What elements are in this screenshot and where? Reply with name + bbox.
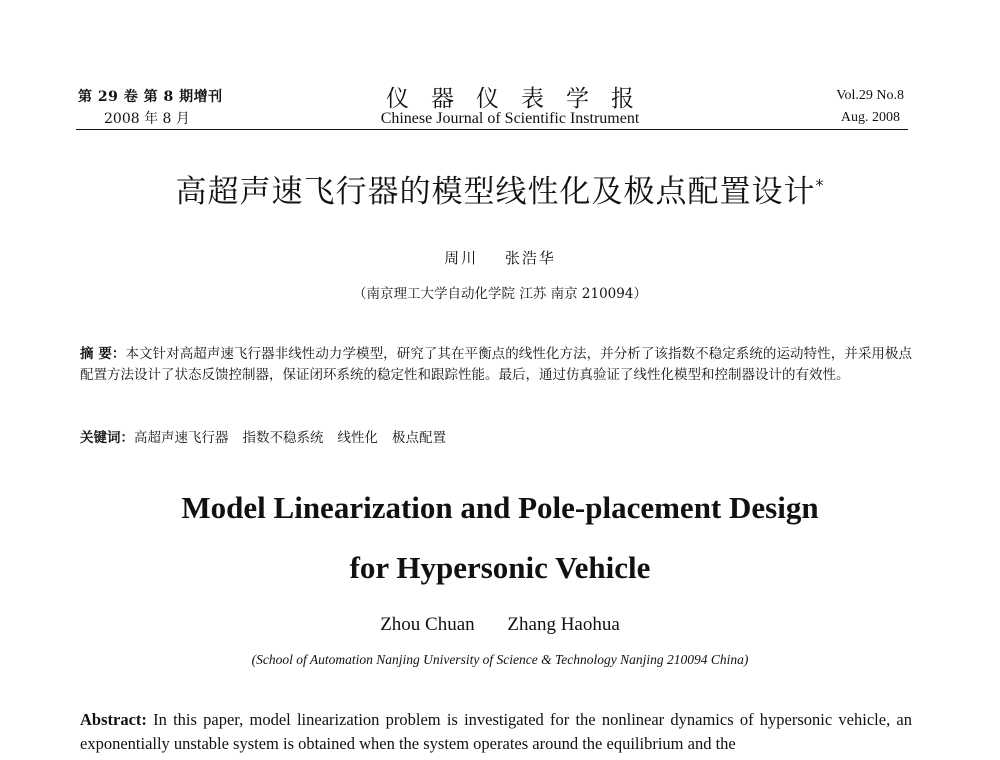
chinese-keywords <box>80 426 912 446</box>
header-journal-cn: 仪器仪表学报 <box>386 86 656 112</box>
header-volume-en: Vol.29 No.8 <box>836 88 904 103</box>
keyword: 指数不稳系统 <box>242 430 324 446</box>
chinese-abstract-label: 摘 要： <box>80 346 126 362</box>
chinese-abstract <box>80 344 912 386</box>
header-journal-en: Chinese Journal of Scientific Instrument <box>380 110 640 127</box>
chinese-title <box>0 166 1000 211</box>
chinese-title-footnote-mark: * <box>815 175 825 195</box>
chinese-title-text: 高超声速飞行器的模型线性化及极点配置设计 <box>175 174 816 210</box>
chinese-author: 张浩华 <box>504 249 556 267</box>
chinese-affiliation: （南京理工大学自动化学院 江苏 南京 210094） <box>353 286 647 302</box>
header-rule <box>76 129 908 130</box>
english-author: Zhou Chuan <box>380 614 475 635</box>
english-authors <box>0 614 1000 636</box>
chinese-abstract-text: 本文针对高超声速飞行器非线性动力学模型，研究了其在平衡点的线性化方法，并分析了该指数不稳定系统的运动特性，并采用极点配置方法设计了状态反馈控制器，保证闭环系统的稳定性和跟踪性能。最后，通过仿真验证了线性化模型和控制器设计的有效性。 <box>80 346 912 383</box>
english-abstract <box>80 708 912 756</box>
english-affiliation: (School of Automation Nanjing University of Science & Technology Nanjing 210094 China) <box>251 652 749 667</box>
keyword: 高超声速飞行器 <box>134 430 229 446</box>
english-title-line2: for Hypersonic Vehicle <box>349 550 651 585</box>
chinese-keywords-label: 关键词： <box>80 430 134 446</box>
english-title-line1: Model Linearization and Pole-placement Design <box>181 490 819 525</box>
keyword: 极点配置 <box>392 430 446 446</box>
keyword: 线性化 <box>337 430 378 446</box>
chinese-author: 周川 <box>444 249 479 267</box>
chinese-authors <box>0 247 1000 268</box>
english-author: Zhang Haohua <box>507 614 620 635</box>
english-abstract-label: Abstract: <box>80 710 147 729</box>
english-abstract-text: In this paper, model linearization problem is investigated for the nonlinear dynamics of hypersonic vehicle, an exponentially unstable system is obtained when the system operates around the equilibrium and the <box>80 710 912 753</box>
header-date-en: Aug. 2008 <box>840 110 900 125</box>
header-volume-issue: 第 29 卷 第 8 期增刊 <box>78 89 223 105</box>
header-date-cn: 2008 年 8 月 <box>104 111 190 127</box>
